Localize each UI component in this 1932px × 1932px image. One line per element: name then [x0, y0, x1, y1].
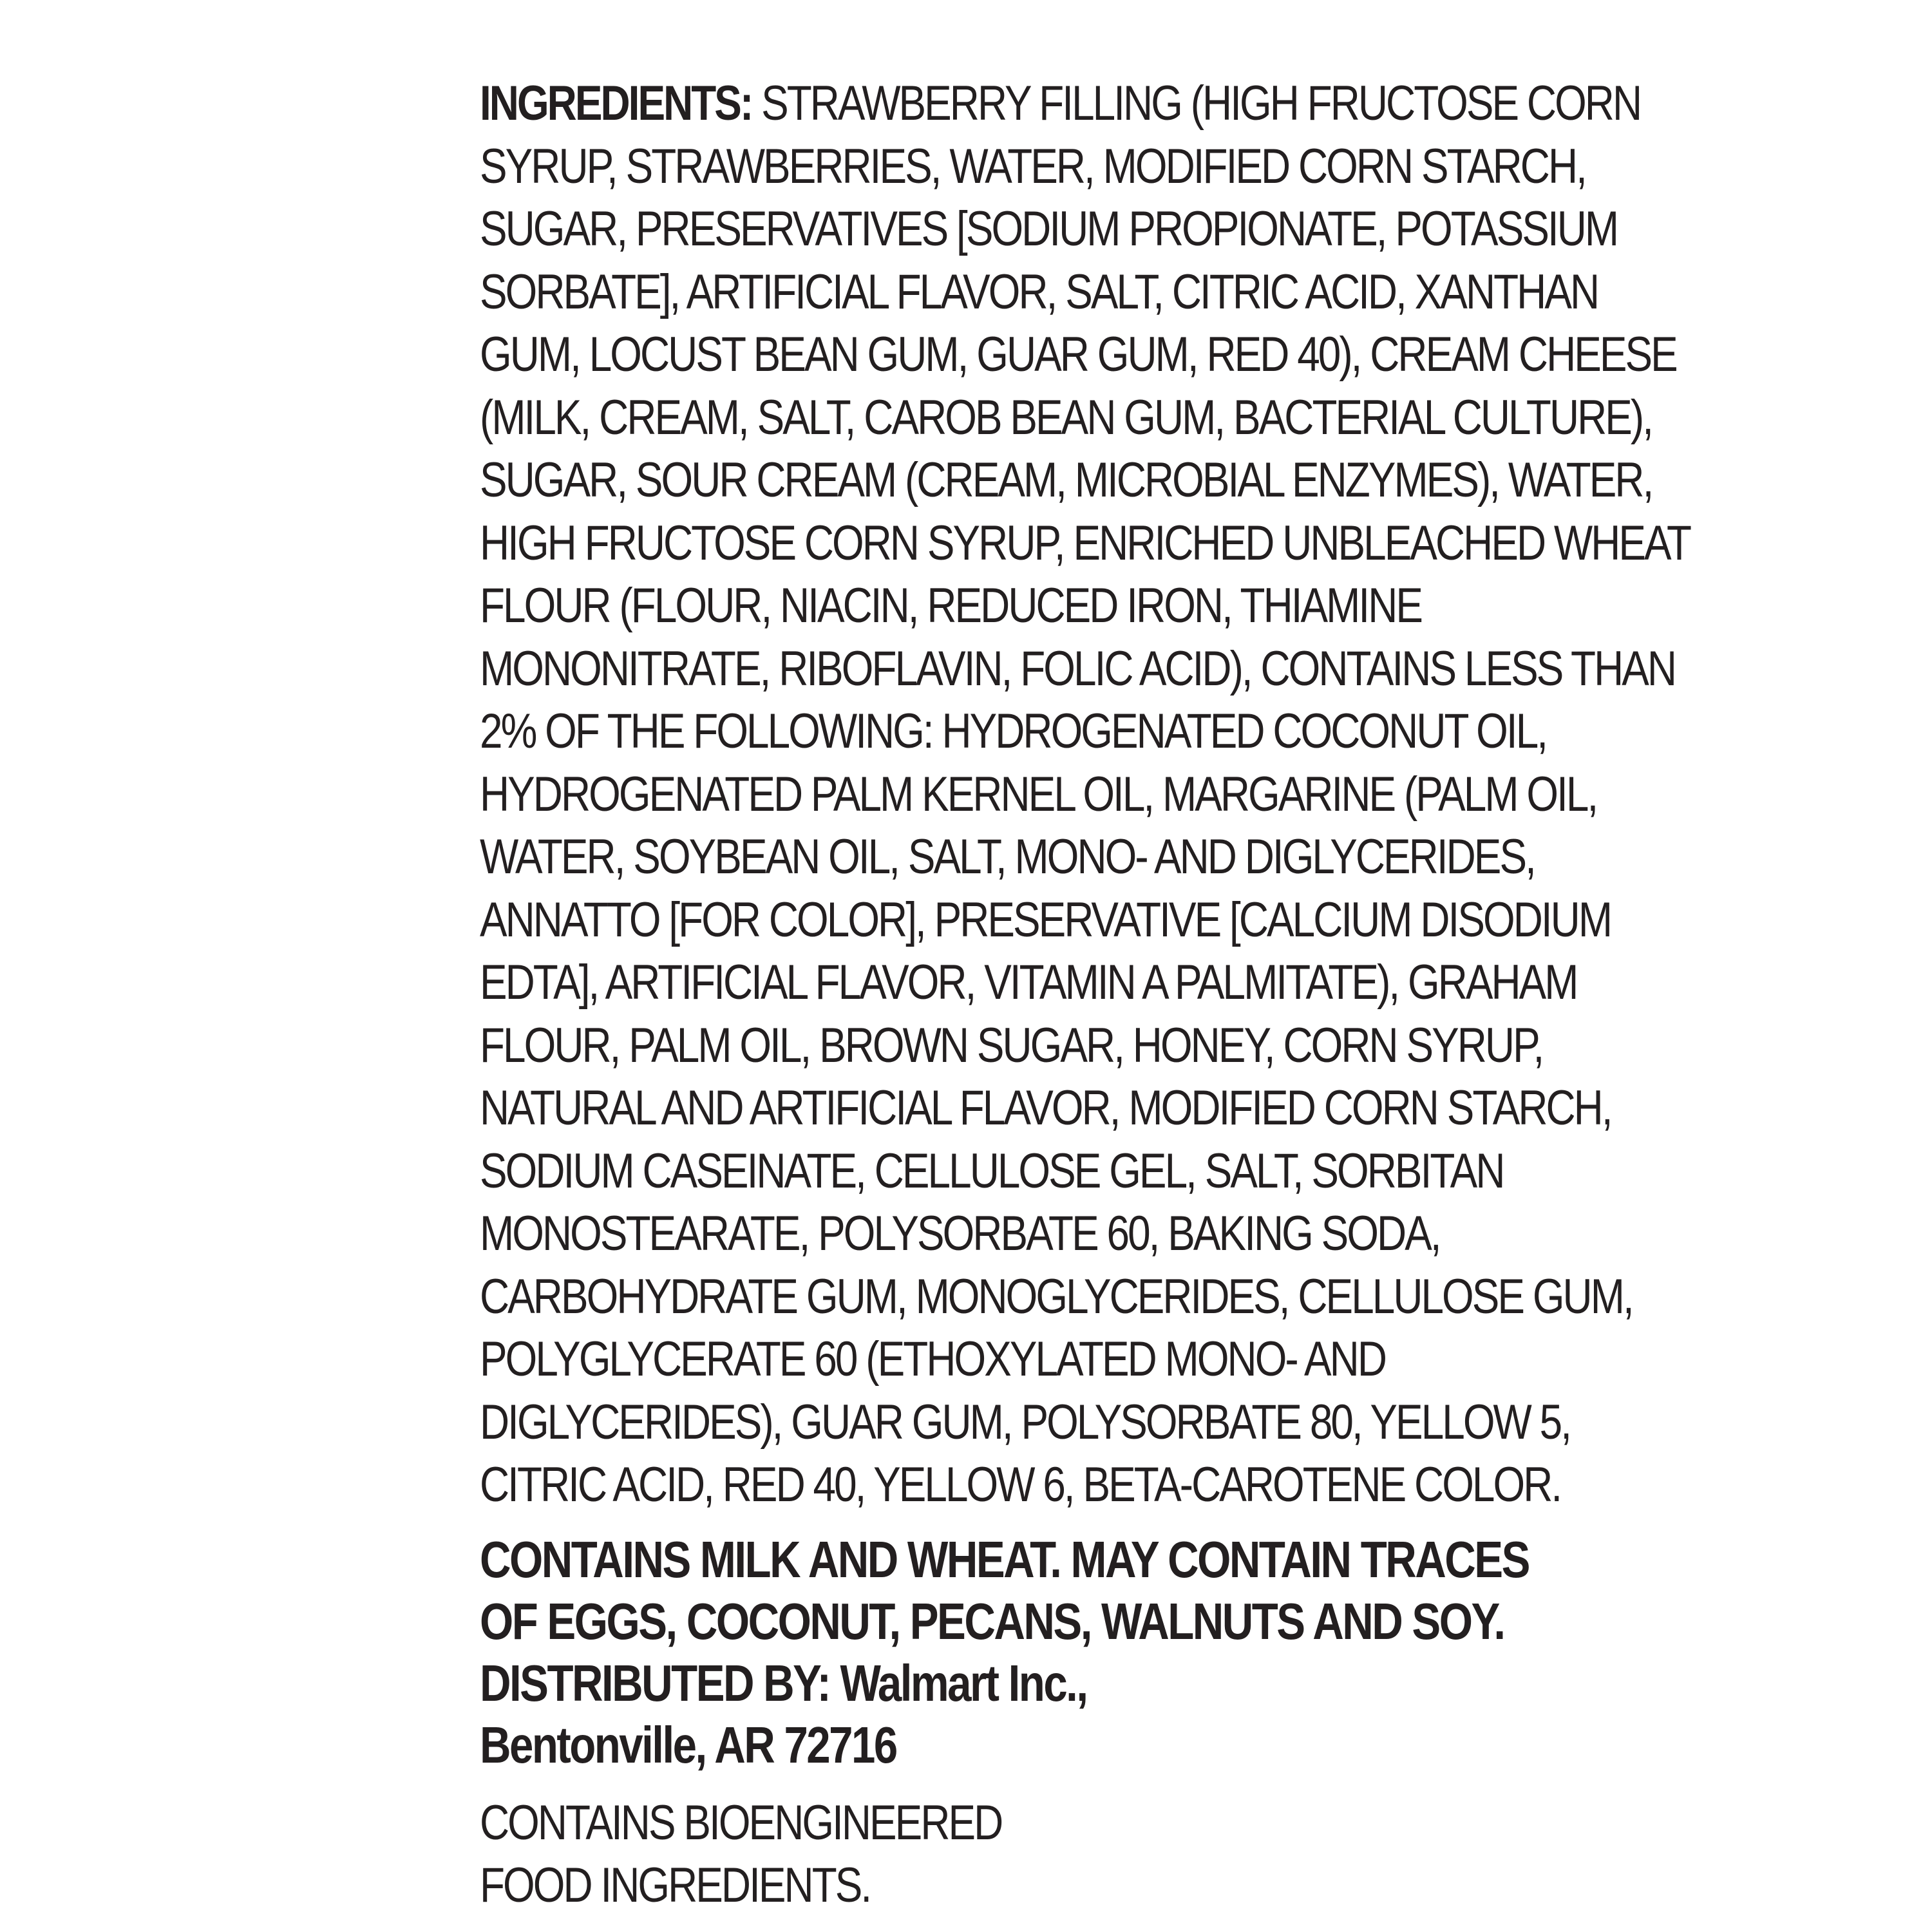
ingredients-line: HYDROGENATED PALM KERNEL OIL, MARGARINE (PALM OIL, — [480, 766, 1597, 822]
bioengineered-line: FOOD INGREDIENTS. — [480, 1858, 871, 1913]
bioengineered-line: CONTAINS BIOENGINEERED — [480, 1795, 1002, 1850]
ingredients-line: 2% OF THE FOLLOWING: HYDROGENATED COCONUT OIL, — [480, 704, 1547, 759]
ingredients-line: NATURAL AND ARTIFICIAL FLAVOR, MODIFIED CORN STARCH, — [480, 1081, 1611, 1135]
ingredients-line: FLOUR, PALM OIL, BROWN SUGAR, HONEY, CORN SYRUP, — [480, 1018, 1543, 1073]
distributor-line — [480, 1653, 1508, 1714]
ingredients-line: EDTA], ARTIFICIAL FLAVOR, VITAMIN A PALMITATE), GRAHAM — [480, 955, 1577, 1010]
allergen-statement — [480, 1529, 1529, 1776]
ingredients-line: GUM, LOCUST BEAN GUM, GUAR GUM, RED 40), CREAM CHEESE — [480, 327, 1676, 382]
ingredients-line-text: STRAWBERRY FILLING (HIGH FRUCTOSE CORN — [752, 76, 1641, 131]
distributor-name: Walmart Inc., — [829, 1654, 1087, 1712]
ingredients-line: CARBOHYDRATE GUM, MONOGLYCERIDES, CELLULOSE GUM, — [480, 1269, 1633, 1324]
ingredients-line: DIGLYCERIDES), GUAR GUM, POLYSORBATE 80, YELLOW 5, — [480, 1394, 1571, 1450]
ingredients-line: MONONITRATE, RIBOFLAVIN, FOLIC ACID), CONTAINS LESS THAN — [480, 641, 1676, 696]
ingredients-line: SUGAR, PRESERVATIVES [SODIUM PROPIONATE, POTASSIUM — [480, 202, 1618, 256]
allergen-line: CONTAINS MILK AND WHEAT. MAY CONTAIN TRACES — [480, 1531, 1529, 1588]
ingredients-line: SODIUM CASEINATE, CELLULOSE GEL, SALT, SORBITAN — [480, 1143, 1504, 1198]
ingredients-line: WATER, SOYBEAN OIL, SALT, MONO- AND DIGLYCERIDES, — [480, 829, 1535, 884]
bioengineered-disclosure — [480, 1792, 1508, 1917]
allergen-line: OF EGGS, COCONUT, PECANS, WALNUTS AND SOY. — [480, 1593, 1504, 1650]
distributor-address: Bentonville, AR 72716 — [480, 1716, 896, 1774]
ingredients-line: CITRIC ACID, RED 40, YELLOW 6, BETA-CAROTENE COLOR. — [480, 1457, 1561, 1512]
ingredients-statement — [480, 72, 1690, 1517]
ingredients-line: SYRUP, STRAWBERRIES, WATER, MODIFIED CORN STARCH, — [480, 138, 1586, 194]
ingredient-label — [480, 72, 1690, 1913]
ingredients-heading: INGREDIENTS: — [480, 76, 752, 131]
ingredients-line: (MILK, CREAM, SALT, CAROB BEAN GUM, BACTERIAL CULTURE), — [480, 390, 1653, 445]
ingredients-line: MONOSTEARATE, POLYSORBATE 60, BAKING SODA, — [480, 1206, 1440, 1261]
distributor-label: DISTRIBUTED BY: — [480, 1654, 830, 1712]
ingredients-line: FLOUR (FLOUR, NIACIN, REDUCED IRON, THIAMINE — [480, 578, 1422, 633]
ingredients-line: SORBATE], ARTIFICIAL FLAVOR, SALT, CITRIC ACID, XANTHAN — [480, 264, 1598, 319]
ingredients-line: HIGH FRUCTOSE CORN SYRUP, ENRICHED UNBLEACHED WHEAT — [480, 515, 1690, 571]
ingredients-line-1 — [480, 72, 1641, 135]
ingredients-line: ANNATTO [FOR COLOR], PRESERVATIVE [CALCIUM DISODIUM — [480, 892, 1611, 947]
ingredients-line: SUGAR, SOUR CREAM (CREAM, MICROBIAL ENZYMES), WATER, — [480, 453, 1653, 507]
ingredients-line: POLYGLYCERATE 60 (ETHOXYLATED MONO- AND — [480, 1332, 1386, 1387]
